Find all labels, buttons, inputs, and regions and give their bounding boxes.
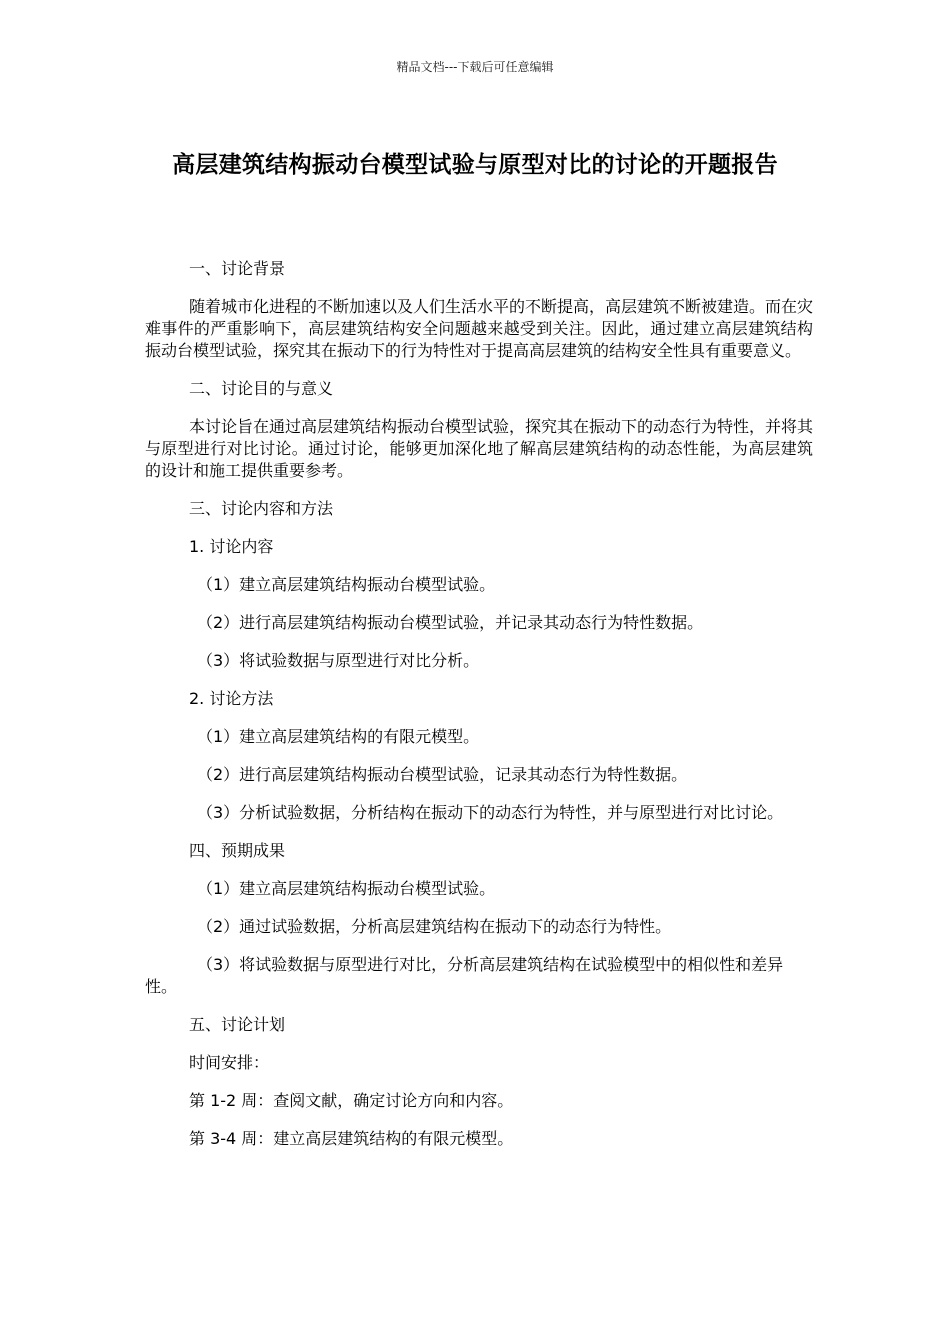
section-heading-plan: 五、讨论计划: [189, 1015, 286, 1034]
section-heading-purpose: 二、讨论目的与意义: [189, 379, 334, 398]
schedule-week: 第 3-4 周：建立高层建筑结构的有限元模型。: [189, 1129, 514, 1148]
method-item: （1）建立高层建筑结构的有限元模型。: [197, 727, 480, 746]
purpose-paragraph: 本讨论旨在通过高层建筑结构振动台模型试验，探究其在振动下的动态行为特性，并将其与原型进行对比讨论。通过讨论，能够更加深化地了解高层建筑结构的动态性能，为高层建筑的设计和施工提供重要参考。: [145, 417, 814, 480]
subheading-method: 2. 讨论方法: [189, 689, 274, 708]
content-item: （2）进行高层建筑结构振动台模型试验，并记录其动态行为特性数据。: [197, 613, 704, 632]
content-item: （1）建立高层建筑结构振动台模型试验。: [197, 575, 496, 594]
document-title: 高层建筑结构振动台模型试验与原型对比的讨论的开题报告: [172, 152, 778, 178]
section-heading-background: 一、讨论背景: [189, 259, 286, 278]
content-item: （3）将试验数据与原型进行对比分析。: [197, 651, 480, 670]
document-body: [145, 258, 813, 1166]
subheading-content: 1. 讨论内容: [189, 537, 274, 556]
method-item: （2）进行高层建筑结构振动台模型试验，记录其动态行为特性数据。: [197, 765, 688, 784]
method-item: （3）分析试验数据，分析结构在振动下的动态行为特性，并与原型进行对比讨论。: [197, 803, 784, 822]
section-heading-outcomes: 四、预期成果: [189, 841, 286, 860]
background-paragraph: 随着城市化进程的不断加速以及人们生活水平的不断提高，高层建筑不断被建造。而在灾难事件的严重影响下，高层建筑结构安全问题越来越受到关注。因此，通过建立高层建筑结构振动台模型试验，探究其在振动下的行为特性对于提高高层建筑的结构安全性具有重要意义。: [145, 297, 814, 360]
page-header-note: 精品文档---下载后可任意编辑: [396, 60, 554, 74]
outcome-item: （2）通过试验数据，分析高层建筑结构在振动下的动态行为特性。: [197, 917, 672, 936]
schedule-week: 第 1-2 周：查阅文献，确定讨论方向和内容。: [189, 1091, 514, 1110]
outcome-item: （1）建立高层建筑结构振动台模型试验。: [197, 879, 496, 898]
schedule-label: 时间安排：: [189, 1053, 270, 1072]
outcome-item: （3）将试验数据与原型进行对比，分析高层建筑结构在试验模型中的相似性和差异性。: [145, 955, 784, 996]
section-heading-content-method: 三、讨论内容和方法: [189, 499, 334, 518]
